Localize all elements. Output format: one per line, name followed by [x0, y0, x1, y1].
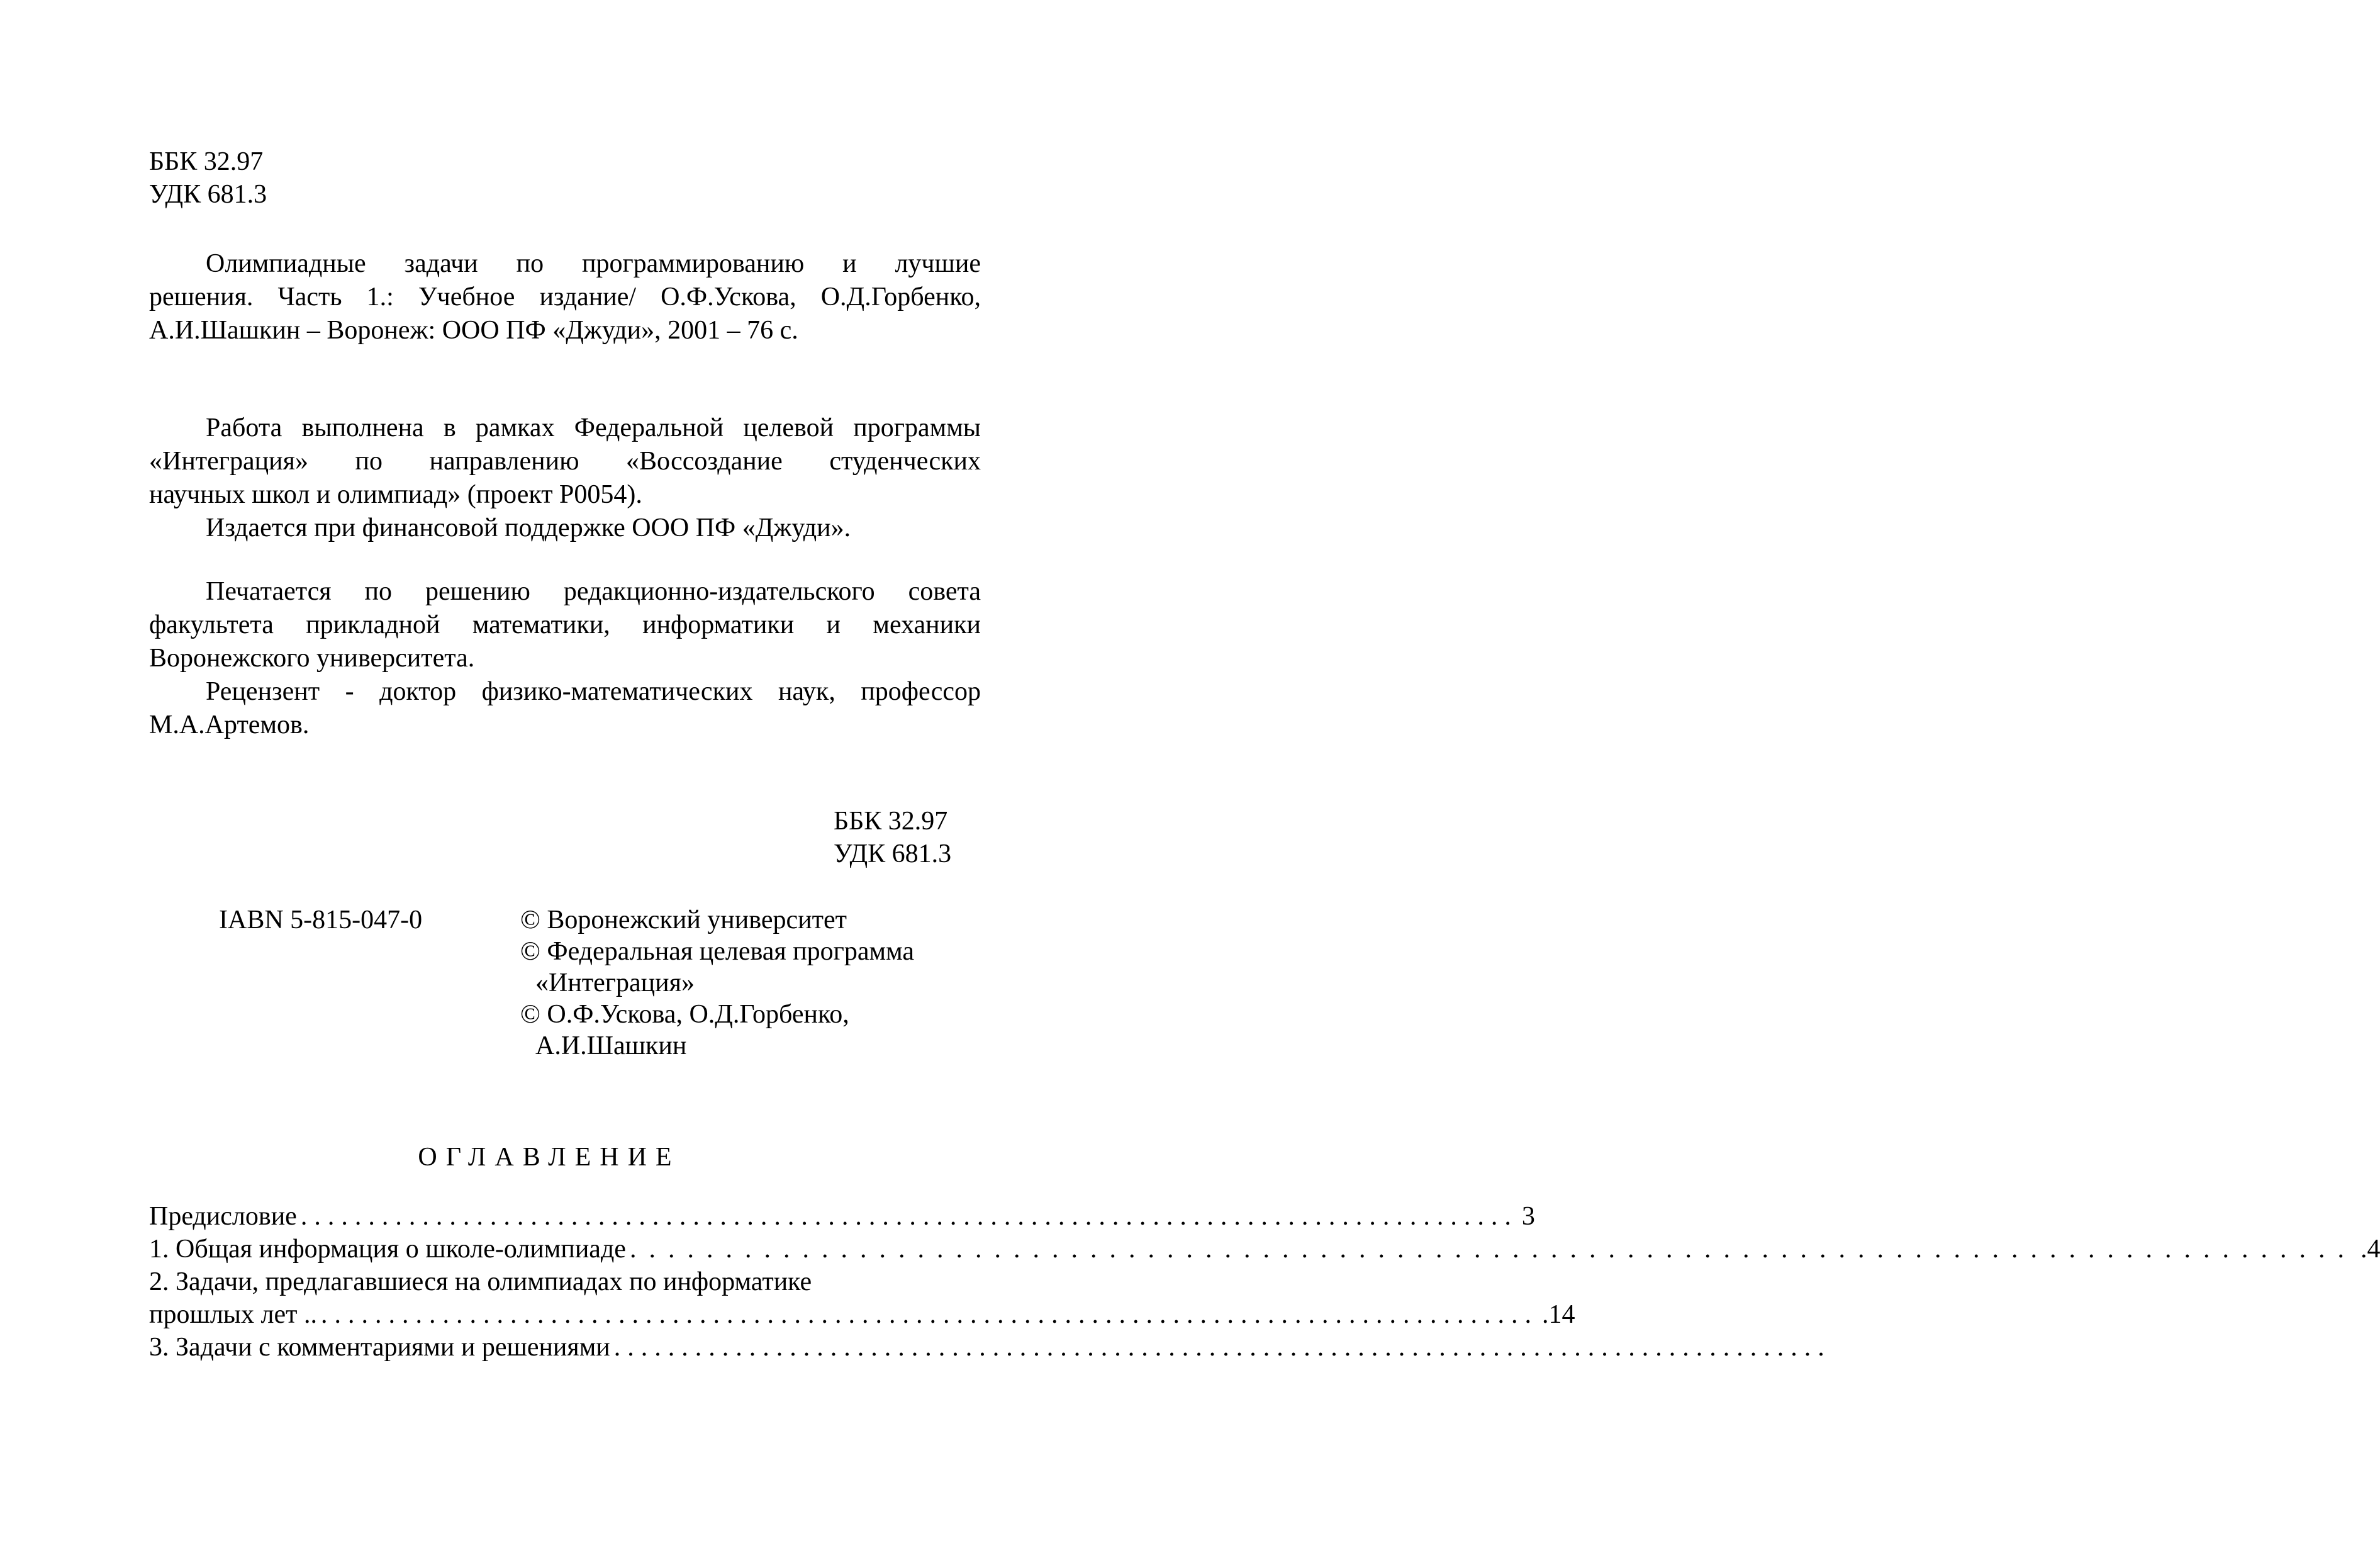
- copyright-line: © О.Ф.Ускова, О.Д.Горбенко,: [520, 1000, 849, 1029]
- approval-paragraph: [149, 576, 981, 743]
- approval-line: Воронежского университета.: [149, 644, 475, 673]
- toc-dot-leader: ..........................................................................................: [320, 1300, 1538, 1329]
- toc-entry-title: прошлых лет ..: [149, 1300, 317, 1329]
- toc-entry-continuation[interactable]: [149, 1299, 1575, 1332]
- toc-heading: ОГЛАВЛЕНИЕ: [418, 1143, 681, 1172]
- toc-dot-leader: ..........................................................................................: [629, 1235, 2357, 1264]
- header-classification-codes: [149, 146, 267, 211]
- toc-entry[interactable]: [149, 1233, 2380, 1266]
- udk-code: УДК 681.3: [834, 839, 952, 868]
- funding-line: научных школ и олимпиад» (проект P0054).: [149, 480, 642, 509]
- bbk-code: ББК 32.97: [149, 147, 264, 176]
- bibliographic-description: [149, 248, 981, 348]
- toc-entry-page: .4: [2360, 1235, 2380, 1264]
- funding-paragraph: [149, 412, 981, 546]
- toc-entry-page: 3: [1521, 1202, 1535, 1231]
- reviewer-line: М.А.Артемов.: [149, 710, 310, 739]
- copyright-line: А.И.Шашкин: [535, 1031, 687, 1060]
- table-of-contents: [149, 1201, 2380, 1364]
- copyright-block: [520, 904, 914, 1062]
- toc-entry[interactable]: [149, 1201, 1535, 1233]
- copyright-line: © Федеральная целевая программа: [520, 937, 915, 966]
- bibliography-line: Олимпиадные задачи по программированию и лучшие: [206, 249, 981, 278]
- toc-entry-title: 2. Задачи, предлагавшиеся на олимпиадах по информатике: [149, 1267, 812, 1296]
- isbn-number: IABN 5-815-047-0: [219, 906, 423, 934]
- toc-entry-title: 3. Задачи с комментариями и решениями: [149, 1333, 610, 1362]
- copyright-line: «Интеграция»: [535, 968, 695, 997]
- toc-dot-leader: ..........................................................................................: [300, 1202, 1518, 1231]
- bbk-code: ББК 32.97: [834, 807, 948, 836]
- toc-entry-title: Предисловие: [149, 1202, 297, 1231]
- footer-classification-codes: [834, 805, 951, 871]
- toc-entry[interactable]: [149, 1266, 967, 1299]
- funding-line: Работа выполнена в рамках Федеральной целевой программы: [206, 413, 981, 442]
- bibliography-line: А.И.Шашкин – Воронеж: ООО ПФ «Джуди», 2001 – 76 с.: [149, 316, 798, 345]
- copyright-line: © Воронежский университет: [520, 906, 847, 934]
- toc-dot-leader: ..........................................................................................: [613, 1333, 1831, 1362]
- approval-line: Печатается по решению редакционно-издательского совета: [206, 577, 981, 606]
- bibliography-line: решения. Часть 1.: Учебное издание/ О.Ф.Ускова, О.Д.Горбенко,: [149, 283, 981, 311]
- reviewer-line: Рецензент - доктор физико-математических наук, профессор: [206, 677, 981, 706]
- toc-entry-title: 1. Общая информация о школе-олимпиаде: [149, 1235, 626, 1264]
- toc-entry[interactable]: [149, 1332, 1831, 1364]
- funding-line: «Интеграция» по направлению «Воссоздание студенческих: [149, 447, 981, 476]
- toc-entry-page: .14: [1541, 1300, 1575, 1329]
- approval-line: факультета прикладной математики, информатики и механики: [149, 610, 981, 639]
- udk-code: УДК 681.3: [149, 180, 267, 209]
- funding-line: Издается при финансовой поддержке ООО ПФ «Джуди».: [206, 513, 851, 542]
